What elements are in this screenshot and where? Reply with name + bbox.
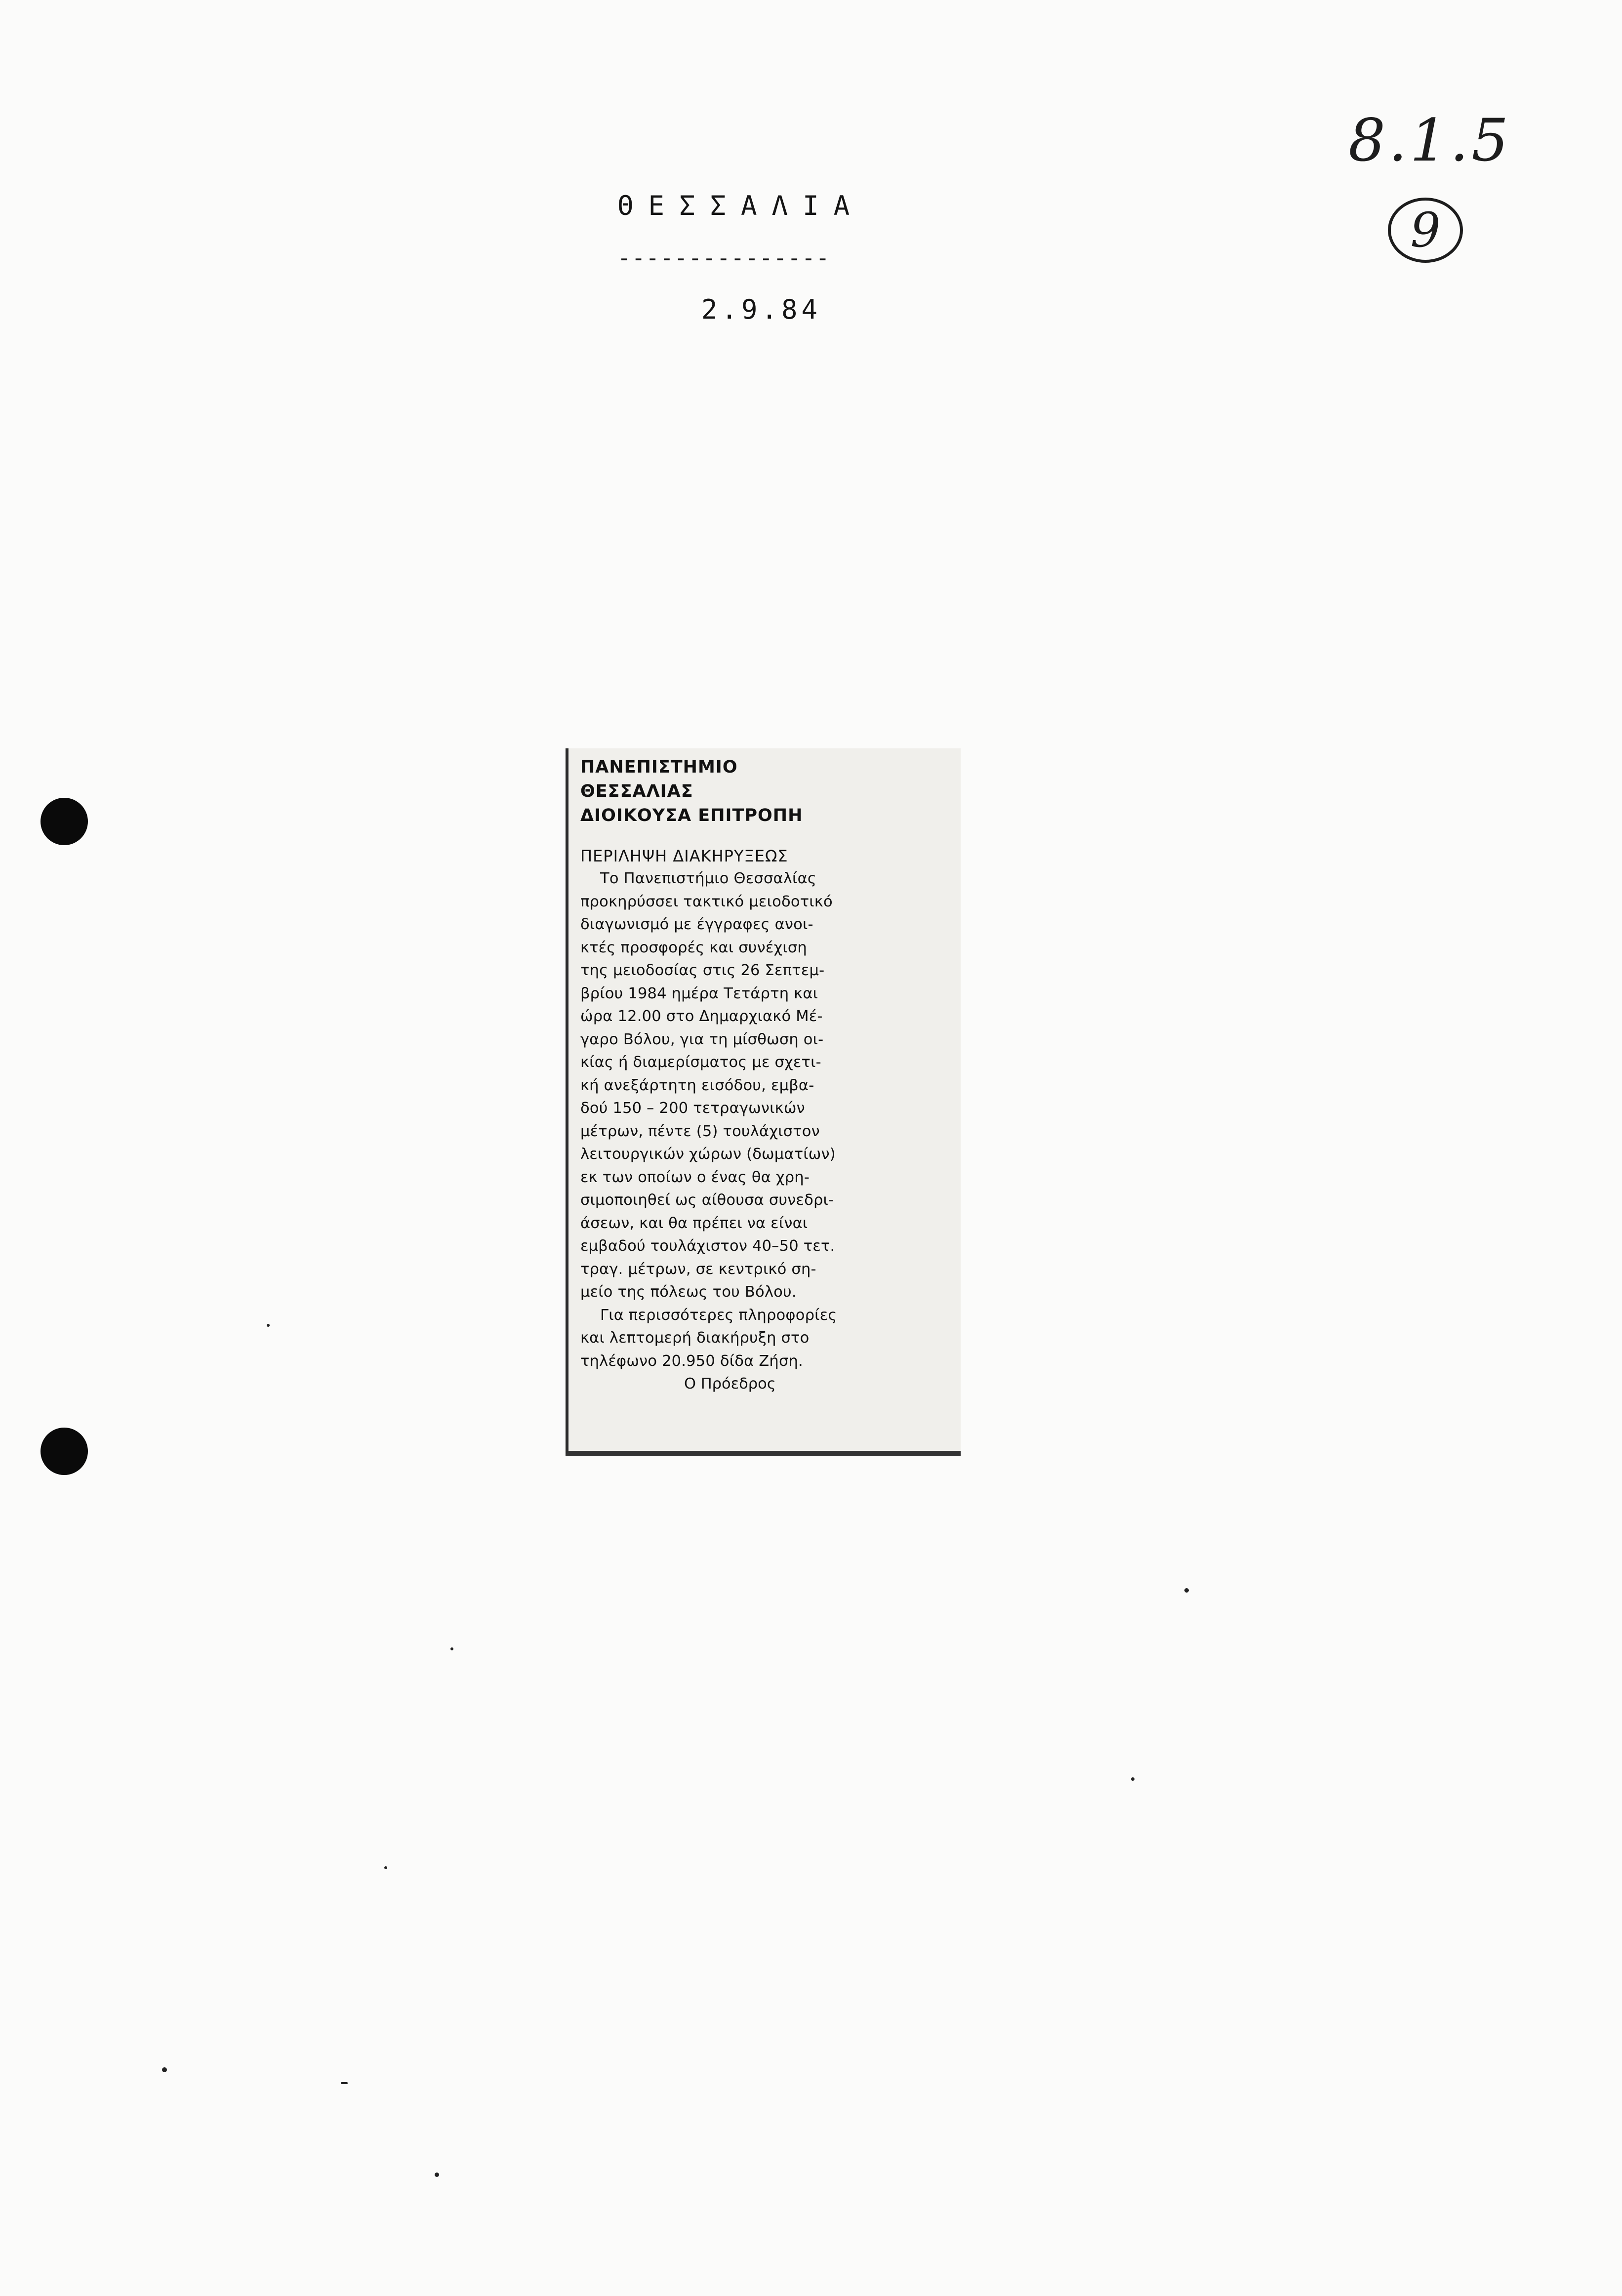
scan-speck bbox=[341, 2082, 348, 2084]
clipping-text-line: τηλέφωνο 20.950 δίδα Ζήση. bbox=[580, 1352, 803, 1370]
clipping-text-line: βρίου 1984 ημέρα Τετάρτη και bbox=[580, 984, 818, 1002]
handwritten-archive-reference: 8.1.5 bbox=[1348, 106, 1512, 174]
clipping-text-line: της μειοδοσίας στις 26 Σεπτεμ- bbox=[580, 962, 825, 979]
header-underline: --------------- bbox=[617, 245, 830, 271]
punch-hole-upper bbox=[41, 798, 88, 845]
scan-speck bbox=[1184, 1588, 1189, 1593]
clipping-text-line: προκηρύσσει τακτικό μειοδοτικό bbox=[580, 893, 833, 910]
clipping-text-line: γαρο Βόλου, για τη μίσθωση οι- bbox=[580, 1030, 824, 1048]
newspaper-clipping bbox=[566, 748, 961, 1456]
clipping-signature: Ο Πρόεδρος bbox=[684, 1375, 776, 1393]
clipping-text-line: σιμοποιηθεί ως αίθουσα συνεδρι- bbox=[580, 1191, 834, 1209]
circled-page-number bbox=[1388, 198, 1463, 263]
scan-speck bbox=[1131, 1777, 1135, 1781]
newspaper-name: ΘΕΣΣΑΛΙΑ bbox=[617, 190, 865, 221]
clipping-text-line: μείο της πόλεως του Βόλου. bbox=[580, 1283, 797, 1301]
clipping-text-line: εκ των οποίων ο ένας θα χρη- bbox=[580, 1168, 810, 1186]
clipping-text-line: τραγ. μέτρων, σε κεντρικό ση- bbox=[580, 1260, 816, 1278]
scan-speck bbox=[384, 1866, 387, 1869]
publication-date: 2.9.84 bbox=[701, 294, 822, 325]
scan-speck bbox=[435, 2173, 439, 2177]
clipping-text-line: λειτουργικών χώρων (δωματίων) bbox=[580, 1146, 836, 1163]
clipping-heading-line: ΔΙΟΙΚΟΥΣΑ ΕΠΙΤΡΟΠΗ bbox=[580, 806, 803, 825]
clipping-text-line: άσεων, και θα πρέπει να είναι bbox=[580, 1214, 808, 1232]
clipping-text-line: κτές προσφορές και συνέχιση bbox=[580, 939, 807, 956]
scan-speck bbox=[162, 2067, 167, 2072]
clipping-text-line: δού 150 – 200 τετραγωνικών bbox=[580, 1100, 805, 1117]
clipping-text-line: ώρα 12.00 στο Δημαρχιακό Μέ- bbox=[580, 1008, 823, 1025]
clipping-heading-line: ΠΑΝΕΠΙΣΤΗΜΙΟ bbox=[580, 757, 738, 777]
page-number: 9 bbox=[1410, 203, 1441, 258]
scan-speck bbox=[450, 1647, 453, 1650]
clipping-heading-line: ΘΕΣΣΑΛΙΑΣ bbox=[580, 781, 693, 801]
clipping-text-line: εμβαδού τουλάχιστον 40–50 τετ. bbox=[580, 1237, 835, 1255]
clipping-text-line: Το Πανεπιστήμιο Θεσσαλίας bbox=[600, 870, 816, 887]
punch-hole-lower bbox=[41, 1428, 88, 1475]
clipping-text-line: μέτρων, πέντε (5) τουλάχιστον bbox=[580, 1122, 820, 1140]
clipping-text-line: Για περισσότερες πληροφορίες bbox=[600, 1306, 837, 1324]
clipping-text-line: διαγωνισμό με έγγραφες ανοι- bbox=[580, 916, 813, 933]
clipping-text-line: και λεπτομερή διακήρυξη στο bbox=[580, 1329, 810, 1347]
clipping-text-line: κίας ή διαμερίσματος με σχετι- bbox=[580, 1054, 821, 1071]
clipping-text-line: κή ανεξάρτητη εισόδου, εμβα- bbox=[580, 1076, 814, 1094]
clipping-subheading: ΠΕΡΙΛΗΨΗ ΔΙΑΚΗΡΥΞΕΩΣ bbox=[580, 847, 788, 865]
scan-speck bbox=[267, 1324, 270, 1327]
